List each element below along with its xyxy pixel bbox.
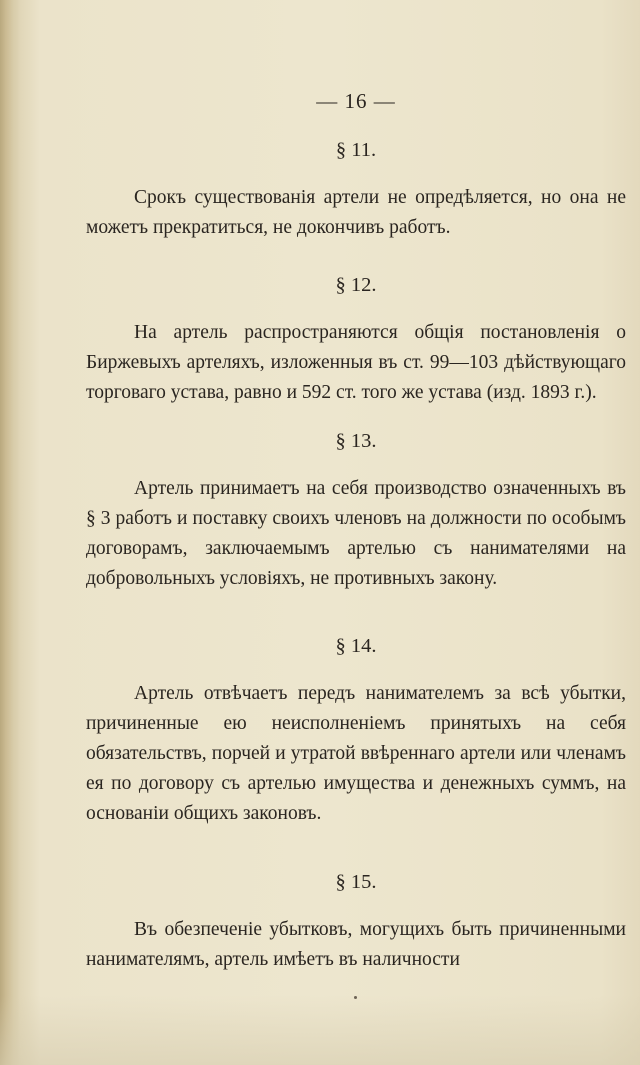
section-paragraph: Артель принимаетъ на себя производство означенныхъ въ § 3 работъ и поставку своихъ членовъ на должности по особымъ договорамъ, заключаемымъ артелью съ нанимателями на добровольныхъ условіяхъ, не противныхъ закону. <box>86 478 626 589</box>
section-paragraph: Въ обезпеченіе убытковъ, могущихъ быть причиненными нанимателямъ, артель имѣетъ въ наличности <box>86 919 626 970</box>
page-bottom-shadow <box>0 995 640 1065</box>
section-heading: § 14. <box>335 635 377 657</box>
section-paragraph: На артель распространяются общія постановленія о Биржевыхъ артеляхъ, изложенныя въ ст. 99—103 дѣйствующаго торговаго устава, равно и 592 ст. того же устава (изд. 1893 г.). <box>86 322 626 403</box>
page-binding-edge <box>0 0 20 1065</box>
page-text <box>86 86 626 975</box>
section-paragraph: Срокъ существованія артели не опредѣляется, но она не можетъ прекратиться, не докончивъ работъ. <box>86 187 626 238</box>
section-heading: § 11. <box>335 139 377 161</box>
section-paragraph: Артель отвѣчаетъ передъ нанимателемъ за всѣ убытки, причиненные ею неисполненіемъ принятыхъ на себя обязательствъ, порчей и утратой ввѣреннаго артели или членамъ ея по договору съ артелью имущества и денежныхъ суммъ, на основаніи общихъ законовъ. <box>86 683 626 824</box>
section-heading: § 12. <box>335 274 377 296</box>
section-heading: § 15. <box>335 871 377 893</box>
ink-speck <box>354 996 357 999</box>
page-number: — 16 — <box>316 89 396 113</box>
section-heading: § 13. <box>335 430 377 452</box>
